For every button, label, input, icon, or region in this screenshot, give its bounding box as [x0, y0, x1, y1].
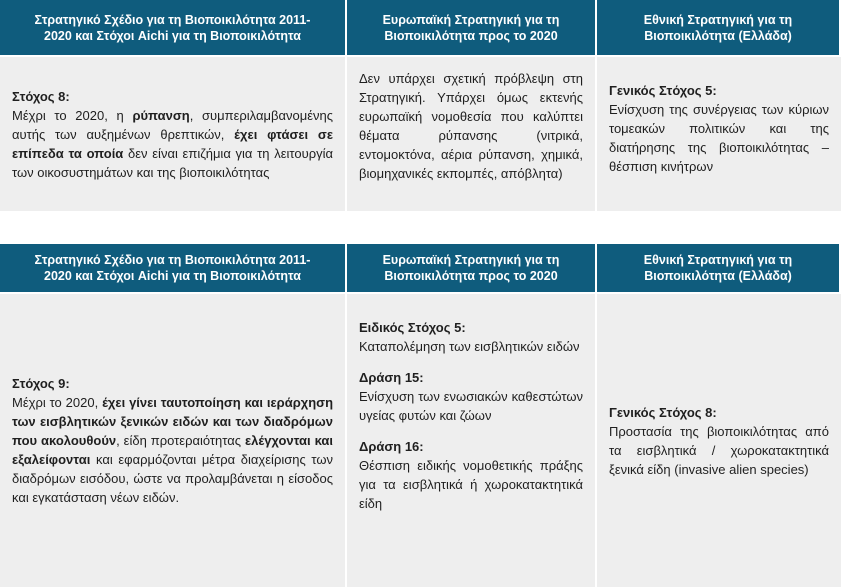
cell-aichi-target-8 — [0, 55, 347, 211]
header-strategic-plan — [0, 0, 347, 55]
header-national-strategy — [597, 0, 841, 55]
header-eu-strategy-text: Ευρωπαϊκή Στρατηγική για τη Βιοποικιλότητα προς το 2020 — [382, 12, 560, 43]
header-national-strategy-text: Εθνική Στρατηγική για τη Βιοποικιλότητα (Ελλάδα) — [643, 253, 793, 283]
national-goal-text: Ενίσχυση της συνέργειας των κύριων τομεακών πολιτικών και της διατήρησης της βιοποικιλότητας – θέσπιση κινήτρων — [609, 102, 829, 174]
target-label: Στόχος 9: — [12, 376, 70, 391]
national-goal-text: Προστασία της βιοποικιλότητας από τα εισβλητικά / χωροκατακτητικά ξενικά είδη (invasive alien species) — [609, 423, 829, 477]
comparison-table-target-9 — [0, 244, 841, 587]
action-16-label: Δράση 16: — [359, 439, 424, 454]
cell-eu-pollution — [347, 55, 597, 211]
eu-pollution-text: Δεν υπάρχει σχετική πρόβλεψη στη Στρατηγική. Υπάρχει όμως εκτενής ευρωπαϊκή νομοθεσία που καλύπτει θέματα ρύπανσης (νιτρικά, εντομοκτόνα, αέρια ρύπανση, χημικά, βιομηχανικές εκπομπές, απόβλητα) — [359, 71, 583, 181]
action-15-text: Ενίσχυση των ενωσιακών καθεστώτων υγείας φυτών και ζώων — [359, 389, 583, 423]
cell-national-goal-8 — [597, 292, 841, 587]
national-goal-label: Γενικός Στόχος 8: — [609, 404, 717, 420]
comparison-table-target-8 — [0, 0, 841, 211]
target-label: Στόχος 8: — [12, 88, 70, 104]
target-text: Μέχρι το 2020, η ρύπανση, συμπεριλαμβανομένης αυτής των αυξημένων θρεπτικών, έχει φτάσει σε επίπεδα τα οποία δεν είναι επιζήμια για τη λειτουργία των οικοσυστημάτων και της βιοποικιλότητας — [12, 107, 334, 180]
action-15-label: Δράση 15: — [359, 370, 424, 385]
cell-national-goal-5 — [597, 55, 841, 211]
eu-target-5-label: Ειδικός Στόχος 5: — [359, 320, 466, 335]
header-strategic-plan-text: Στρατηγικό Σχέδιο για τη Βιοποικιλότητα 2011-2020 και Στόχοι Aichi για τη Βιοποικιλότητα — [34, 12, 311, 43]
header-strategic-plan-text: Στρατηγικό Σχέδιο για τη Βιοποικιλότητα 2011-2020 και Στόχοι Aichi για τη Βιοποικιλότητα — [34, 253, 311, 283]
action-16-text: Θέσπιση ειδικής νομοθετικής πράξης για τα εισβλητικά ή χωροκατακτητικά είδη — [359, 458, 583, 511]
cell-aichi-target-9 — [0, 292, 347, 587]
national-goal-label: Γενικός Στόχος 5: — [609, 83, 717, 98]
header-eu-strategy-text: Ευρωπαϊκή Στρατηγική για τη Βιοποικιλότητα προς το 2020 — [382, 253, 560, 283]
target-text: Μέχρι το 2020, έχει γίνει ταυτοποίηση και ιεράρχηση των εισβλητικών ξενικών ειδών και των διαδρόμων που ακολουθούν, είδη προτεραιότητας ελέγχονται και εξαλείφονται και εφαρμόζονται μέτρα διαχείρισης των διαδρόμων εισόδου, ώστε να προλαμβάνεται η είσοδος και εγκατάσταση νέων ειδών. — [12, 395, 334, 505]
header-national-strategy-text: Εθνική Στρατηγική για τη Βιοποικιλότητα (Ελλάδα) — [643, 12, 793, 43]
header-eu-strategy — [347, 0, 597, 55]
header-eu-strategy — [347, 244, 597, 292]
cell-eu-invasive-species — [347, 292, 597, 587]
header-national-strategy — [597, 244, 841, 292]
eu-target-5-text: Καταπολέμηση των εισβλητικών ειδών — [359, 339, 580, 354]
header-strategic-plan — [0, 244, 347, 292]
